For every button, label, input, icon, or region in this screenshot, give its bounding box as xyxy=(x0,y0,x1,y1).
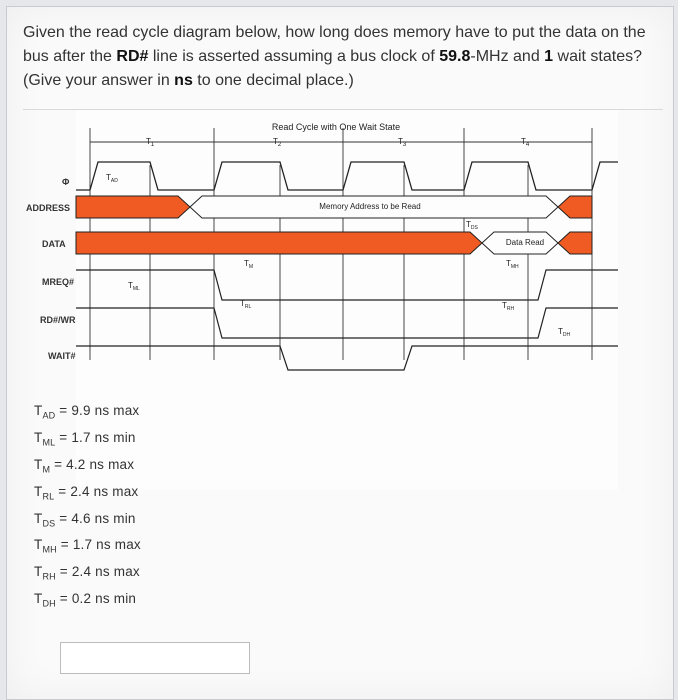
clock-value: 59.8 xyxy=(439,48,471,65)
tdh-label: $T_{DH}$ xyxy=(558,327,571,338)
state-t2: $T_2$ xyxy=(273,137,282,148)
mreq-label: MREQ# xyxy=(42,277,75,287)
wait-states-value: 1 xyxy=(544,48,554,65)
question-part: to one decimal place.) xyxy=(192,72,354,89)
data-label: DATA xyxy=(42,239,66,249)
timing-specs xyxy=(34,400,141,615)
tml-label: $T_{ML}$ xyxy=(128,281,140,292)
state-t4: $T_4$ xyxy=(521,137,530,148)
unit-value: ns xyxy=(174,72,193,89)
spec-row: $T_{RL} = 2.4$ ns max xyxy=(34,483,139,502)
spec-row: $T_{DS} = 4.6$ ns min xyxy=(34,510,136,529)
tm-label: $T_M$ xyxy=(244,259,254,270)
trh-label: $T_{RH}$ xyxy=(502,301,515,312)
state-t1: $T_1$ xyxy=(146,137,155,148)
rdwr-label: RD#/WR xyxy=(40,315,76,325)
address-invalid-left xyxy=(76,196,190,218)
question-part: line is asserted assuming a bus clock of xyxy=(148,48,440,65)
phi-label: Φ xyxy=(62,177,70,187)
spec-row: $T_M = 4.2$ ns max xyxy=(34,456,135,475)
diagram-title: Read Cycle with One Wait State xyxy=(271,122,401,132)
tmh-label: $T_{MH}$ xyxy=(506,259,519,270)
tad-label-top: $T_{AD}$ xyxy=(106,173,118,184)
address-label: ADDRESS xyxy=(26,203,71,213)
data-read-text: Data Read xyxy=(505,238,545,247)
trl-label: $T_{RL}$ xyxy=(240,299,252,310)
question-part: wait states? (Give your answer in xyxy=(23,48,642,89)
spec-row: $T_{MH} = 1.7$ ns max xyxy=(34,537,141,556)
data-invalid xyxy=(76,232,482,254)
address-text: Memory Address to be Read xyxy=(319,202,421,211)
question-text xyxy=(23,21,663,93)
wait-label: WAIT# xyxy=(48,351,76,361)
spec-row: $T_{DH} = 0.2$ ns min xyxy=(34,591,137,609)
state-t3: $T_3$ xyxy=(398,137,407,148)
answer-input[interactable] xyxy=(60,642,250,674)
question-part: Given the read cycle diagram below, how long does memory have to put the data on the bus after the xyxy=(23,24,646,65)
question-part: -MHz and xyxy=(470,48,545,65)
spec-row: $T_{RH} = 2.4$ ns max xyxy=(34,564,140,583)
spec-row: $T_{AD} = 9.9$ ns max xyxy=(34,403,140,421)
tds-label: $T_{DS}$ xyxy=(466,220,478,231)
spec-row: $T_{ML} = 1.7$ ns min xyxy=(34,429,136,448)
rd-signal-name: RD# xyxy=(116,48,149,65)
